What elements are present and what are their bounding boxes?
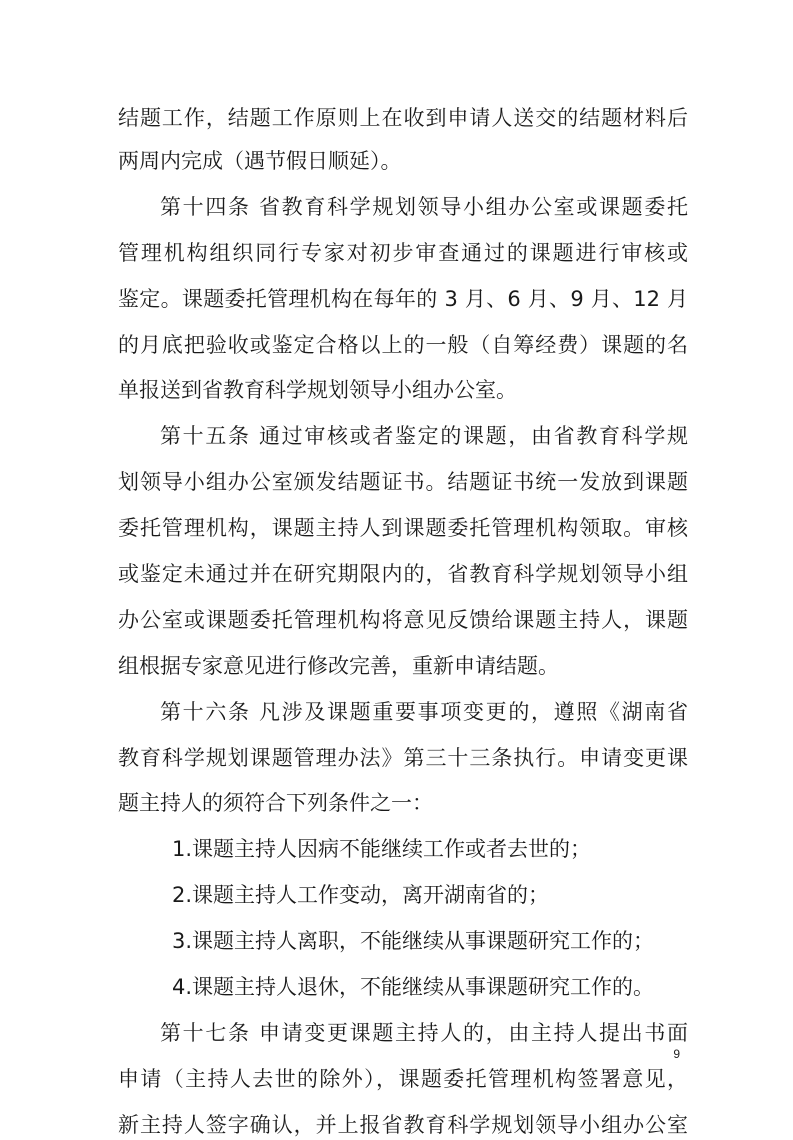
paragraph-line: 新主持人签字确认，并上报省教育科学规划领导小组办公室 — [118, 1113, 688, 1137]
list-item: 4.课题主持人退休，不能继续从事课题研究工作的。 — [172, 975, 655, 999]
paragraph-line: 组根据专家意见进行修改完善，重新申请结题。 — [118, 654, 559, 678]
article-15-heading-line: 第十五条 通过审核或者鉴定的课题，由省教育科学规 — [160, 424, 688, 448]
paragraph-line: 单报送到省教育科学规划领导小组办公室。 — [118, 378, 517, 402]
paragraph-line: 鉴定。课题委托管理机构在每年的 3 月、6 月、9 月、12 月 — [118, 287, 688, 311]
paragraph-line: 划领导小组办公室颁发结题证书。结题证书统一发放到课题 — [118, 470, 688, 494]
article-16-heading-line: 第十六条 凡涉及课题重要事项变更的，遵照《湖南省 — [160, 700, 688, 724]
paragraph-line: 委托管理机构，课题主持人到课题委托管理机构领取。审核 — [118, 516, 688, 540]
paragraph-line: 申请（主持人去世的除外），课题委托管理机构签署意见， — [118, 1067, 688, 1091]
article-14-heading-line: 第十四条 省教育科学规划领导小组办公室或课题委托 — [160, 195, 688, 219]
paragraph-line: 管理机构组织同行专家对初步审查通过的课题进行审核或 — [118, 241, 688, 265]
article-17-heading-line: 第十七条 申请变更课题主持人的，由主持人提出书面 — [160, 1021, 688, 1045]
paragraph-line: 的月底把验收或鉴定合格以上的一般（自筹经费）课题的名 — [118, 333, 688, 357]
paragraph-line: 题主持人的须符合下列条件之一： — [118, 791, 433, 815]
list-item: 1.课题主持人因病不能继续工作或者去世的； — [172, 837, 592, 861]
list-item: 3.课题主持人离职，不能继续从事课题研究工作的； — [172, 929, 655, 953]
paragraph-line: 办公室或课题委托管理机构将意见反馈给课题主持人，课题 — [118, 608, 688, 632]
list-item: 2.课题主持人工作变动，离开湖南省的； — [172, 883, 550, 907]
paragraph-line: 教育科学规划课题管理办法》第三十三条执行。申请变更课 — [118, 746, 688, 770]
page-number: 9 — [673, 1047, 680, 1061]
paragraph-line: 或鉴定未通过并在研究期限内的，省教育科学规划领导小组 — [118, 562, 688, 586]
paragraph-line: 两周内完成（遇节假日顺延）。 — [118, 149, 402, 173]
paragraph-line: 结题工作，结题工作原则上在收到申请人送交的结题材料后 — [118, 106, 688, 130]
